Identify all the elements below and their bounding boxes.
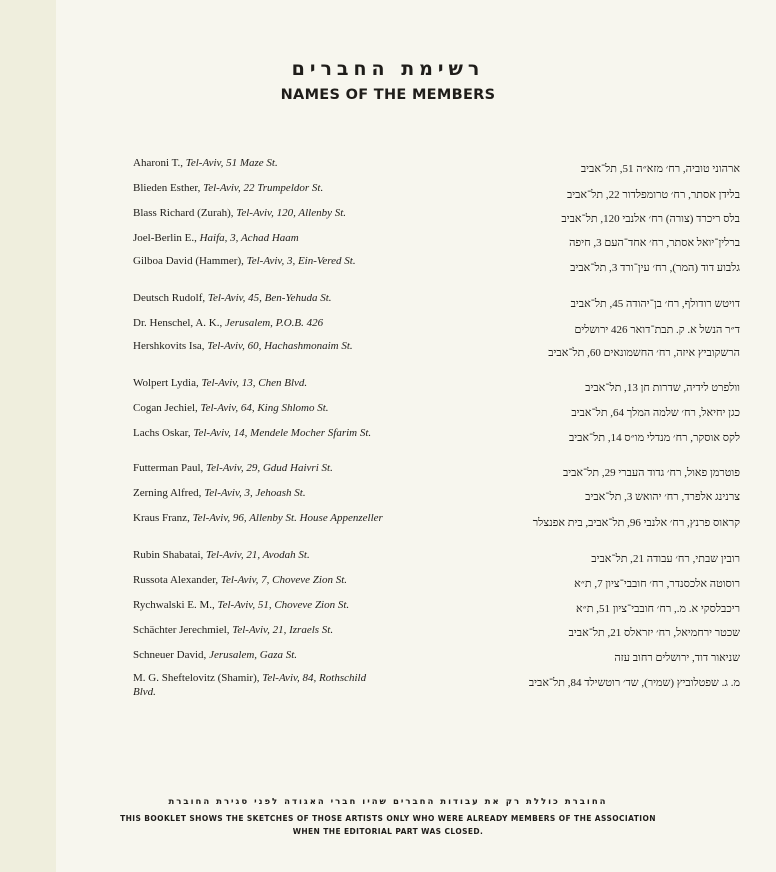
page-title: NAMES OF THE MEMBERS [280, 87, 496, 103]
member-address: Tel-Aviv, 84, Rothschild Blvd. [133, 672, 367, 698]
member-entry-hebrew: בלידן אסתר, רח׳ טרומפלדור 22, תל־אביב [566, 189, 740, 201]
member-entry-english [133, 231, 391, 245]
member-address: Tel-Aviv, 51 Maze St. [185, 157, 278, 169]
footer-note: THIS BOOKLET SHOWS THE SKETCHES OF THOSE ARTISTS ONLY WHO WERE ALREADY MEMBERS OF THE ASSOCIATION WHEN THE EDITORIAL PART WAS CLOSED. [120, 814, 656, 836]
member-entry-hebrew: מ. ג. שפטלוביץ (שמיר), שד׳ רוטשילד 84, תל־אביב [528, 677, 740, 689]
member-entry-english [133, 548, 391, 562]
member-entry-english [133, 461, 391, 475]
member-address: Tel-Aviv, 51, Choveve Zion St. [217, 599, 350, 611]
member-address: Tel-Aviv, 45, Ben-Yehuda St. [207, 292, 332, 304]
member-entry-hebrew: פוטרמן פאול, רח׳ גדוד העברי 29, תל־אביב [562, 467, 740, 479]
member-entry-english [133, 316, 391, 330]
member-entry-hebrew: וולפרט לידיה, שדרות חן 13, תל־אביב [585, 382, 740, 394]
member-entry-english [133, 254, 391, 268]
member-entry-english [133, 181, 391, 195]
member-entry-hebrew: שכטר ירחמיאל, רח׳ יזראלס 21, תל־אביב [568, 627, 740, 639]
member-address: Tel-Aviv, 3, Ein-Vered St. [246, 255, 356, 267]
member-address: Tel-Aviv, 29, Gdud Haivri St. [206, 462, 333, 474]
member-entry-english [133, 156, 391, 170]
member-entry-hebrew: כגן יחיאל, רח׳ שלמה המלך 64, תל־אביב [571, 407, 740, 419]
member-address: Tel-Aviv, 7, Choveve Zion St. [220, 574, 348, 586]
member-entry-english [133, 598, 391, 612]
member-name: Kraus Franz, [133, 512, 193, 524]
member-name: Gilboa David (Hammer), [133, 255, 247, 267]
member-name: Blieden Esther, [133, 182, 204, 194]
member-name: Hershkovits Isa, [133, 340, 208, 352]
member-entry-english [133, 511, 391, 525]
member-entry-hebrew: בלס ריכרד (צורה) רח׳ אלנבי 120, תל־אביב [561, 213, 740, 225]
member-name: Futterman Paul, [133, 462, 207, 474]
member-name: Zerning Alfred, [133, 487, 205, 499]
member-entry-english [133, 339, 391, 353]
member-entry-english [133, 206, 391, 220]
member-entry-hebrew: גלבוע דוד (המר), רח׳ עין־ורד 3, תל־אביב [570, 262, 740, 274]
member-entry-english [133, 573, 391, 587]
member-name: Blass Richard (Zurah), [133, 207, 237, 219]
member-entry-english [133, 401, 391, 415]
member-address: Tel-Aviv, 21, Avodah St. [206, 549, 310, 561]
footer-note-hebrew: החוברת כוללת רק את עבודות החברים שהיו חברי האגודה לפני סגירת החוברת [168, 797, 608, 807]
member-address: Tel-Aviv, 21, Izraels St. [232, 624, 334, 636]
member-entry-hebrew: רובין שבתי, רח׳ עבודה 21, תל־אביב [591, 553, 740, 565]
member-name: Deutsch Rudolf, [133, 292, 208, 304]
member-name: Rychwalski E. M., [133, 599, 218, 611]
member-name: M. G. Sheftelovitz (Shamir), [133, 672, 263, 684]
member-entry-english [133, 486, 391, 500]
member-address: Jerusalem, P.O.B. 426 [224, 317, 324, 329]
member-name: Cogan Jechiel, [133, 402, 201, 414]
member-address: Jerusalem, Gaza St. [209, 649, 298, 661]
member-entry-english [133, 671, 391, 699]
page-title-hebrew: רשימת החברים [291, 58, 485, 80]
member-name: Lachs Oskar, [133, 427, 194, 439]
member-entry-english [133, 623, 391, 637]
member-address: Tel-Aviv, 60, Hachashmonaim St. [207, 340, 353, 352]
member-entry-hebrew: שניאור דוד, ירושלים רחוב עזה [614, 652, 740, 664]
member-address: Tel-Aviv, 64, King Shlomo St. [200, 402, 329, 414]
member-entry-hebrew: רוסוטה אלכסנדר, רח׳ חובבי־ציון 7, ת״א [574, 578, 740, 590]
member-name: Schächter Jerechmiel, [133, 624, 233, 636]
member-name: Schneuer David, [133, 649, 210, 661]
member-entry-hebrew: ארהוני טוביה, רח׳ מזא״ה 51, תל־אביב [580, 163, 740, 175]
member-address: Tel-Aviv, 13, Chen Blvd. [201, 377, 308, 389]
member-address: Tel-Aviv, 3, Jehoash St. [204, 487, 306, 499]
member-entry-hebrew: קראוס פרנץ, רח׳ אלנבי 96, תל־אביב, בית אפנצלר [532, 517, 740, 529]
member-entry-hebrew: ד״ר הנשל א. ק. תבת־דואר 426 ירושלים [574, 324, 740, 336]
member-name: Dr. Henschel, A. K., [133, 317, 225, 329]
member-name: Wolpert Lydia, [133, 377, 202, 389]
member-name: Joel-Berlin E., [133, 232, 200, 244]
member-entry-hebrew: הרשקוביץ איזה, רח׳ החשמונאים 60, תל־אביב [548, 347, 740, 359]
member-address: Tel-Aviv, 96, Allenby St. House Appenzeller [192, 512, 383, 524]
member-name: Rubin Shabatai, [133, 549, 207, 561]
member-address: Haifa, 3, Achad Haam [199, 232, 299, 244]
member-entry-hebrew: ריכבלסקי א. מ., רח׳ חובבי־ציון 51, ת״א [575, 603, 740, 615]
member-address: Tel-Aviv, 120, Allenby St. [236, 207, 347, 219]
member-address: Tel-Aviv, 22 Trumpeldor St. [203, 182, 324, 194]
binding-gutter [0, 0, 56, 872]
member-entry-english [133, 648, 391, 662]
member-entry-hebrew: לקס אוסקר, רח׳ מנדלי מו״ס 14, תל־אביב [568, 432, 740, 444]
member-name: Russota Alexander, [133, 574, 221, 586]
member-address: Tel-Aviv, 14, Mendele Mocher Sfarim St. [193, 427, 372, 439]
member-entry-english [133, 376, 391, 390]
member-entry-hebrew: ברלין־יואל אסתר, רח׳ אחד־העם 3, חיפה [569, 237, 740, 249]
member-entry-hebrew: צרנינג אלפרד, רח׳ יהואש 3, תל־אביב [585, 491, 740, 503]
member-entry-english [133, 291, 391, 305]
member-name: Aharoni T., [133, 157, 186, 169]
member-entry-hebrew: דויטש רודולף, רח׳ בן־יהודה 45, תל־אביב [570, 298, 740, 310]
member-entry-english [133, 426, 391, 440]
